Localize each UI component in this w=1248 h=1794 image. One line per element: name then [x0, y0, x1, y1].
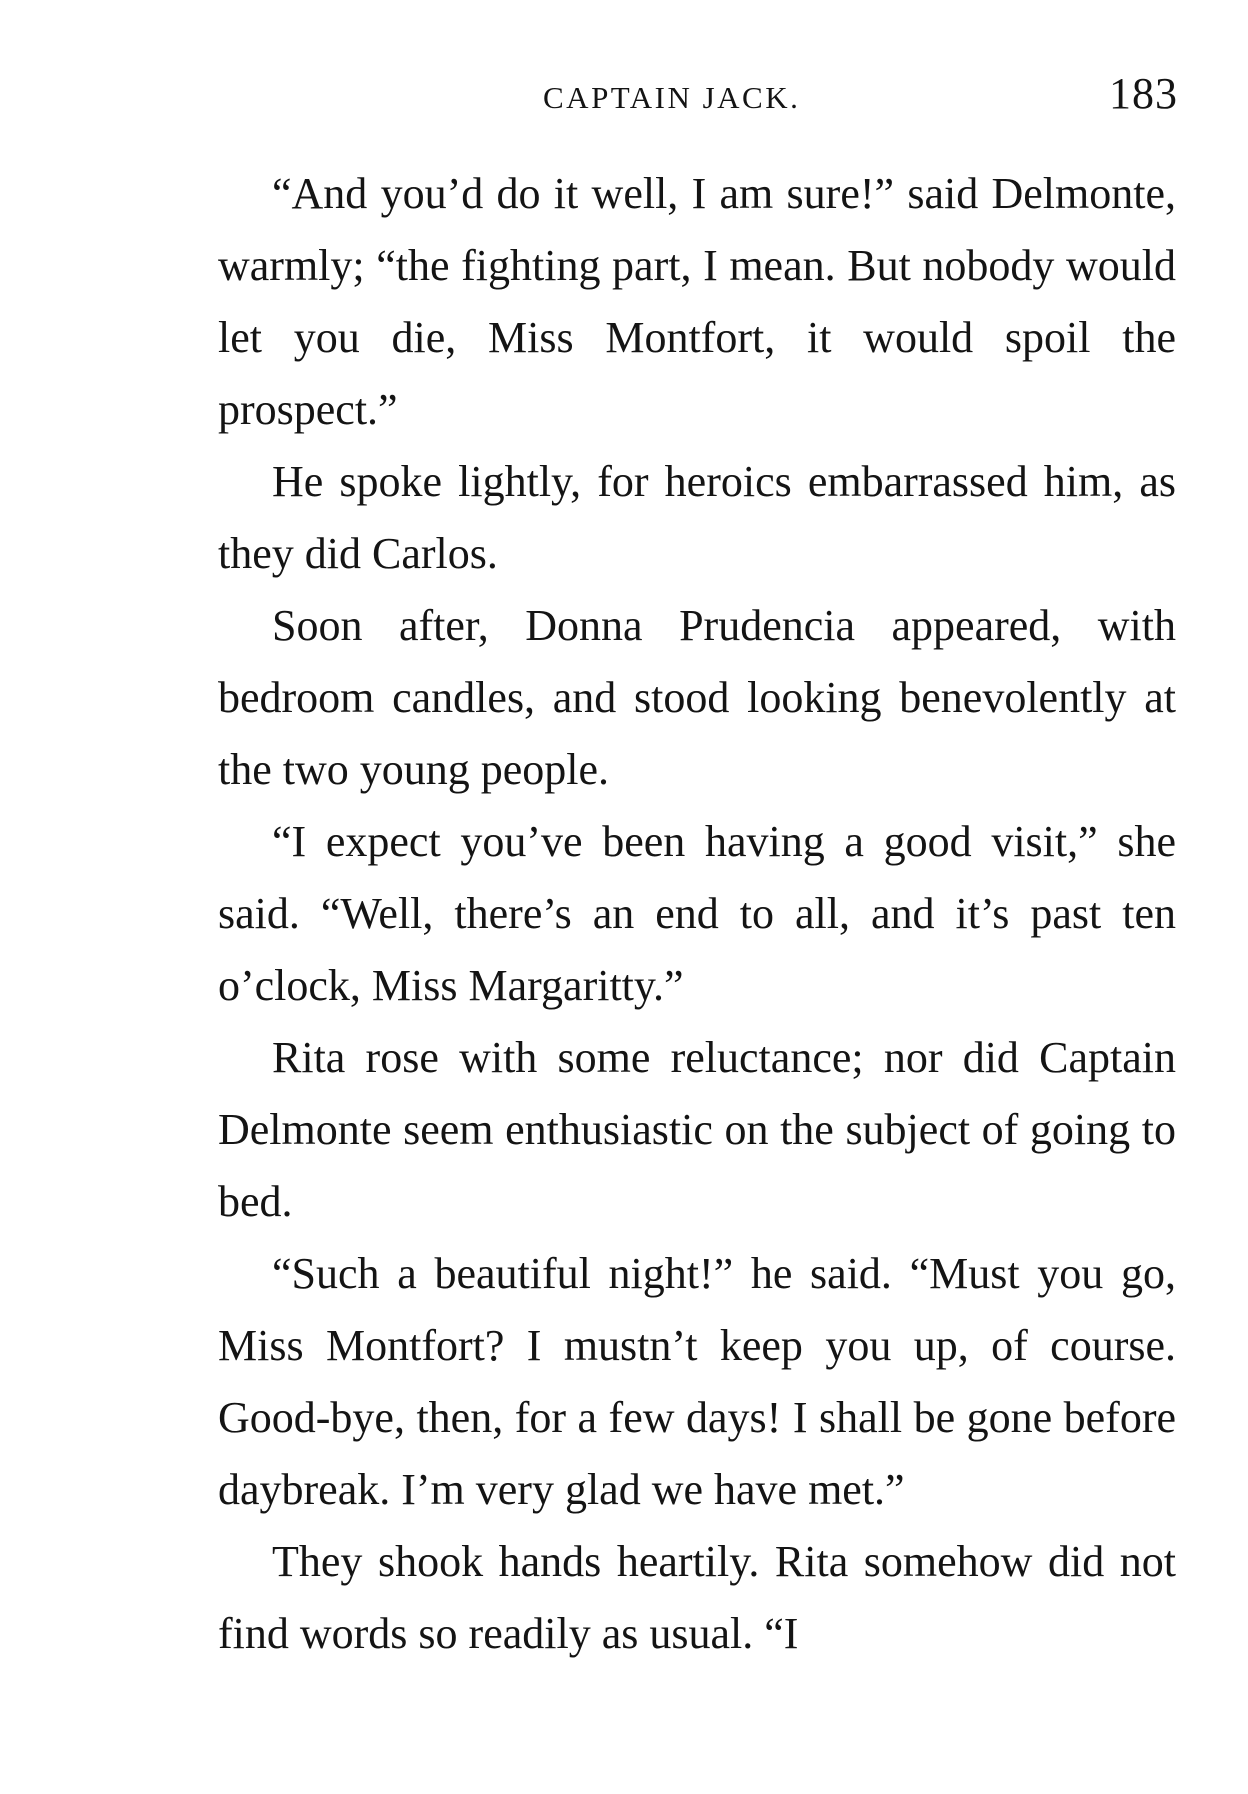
paragraph-4: “I expect you’ve been having a good visit,” she said. “Well, there’s an end to all, and it’s past ten o’clock, Miss Margaritty.” — [218, 817, 1176, 1010]
paragraph-2: He spoke lightly, for heroics embarrassed him, as they did Carlos. — [218, 457, 1176, 578]
paragraph-6: “Such a beautiful night!” he said. “Must you go, Miss Montfort? I mustn’t keep you up, of course. Good-bye, then, for a few days! I shall be gone before daybreak. I’m very glad we have met.” — [218, 1249, 1176, 1514]
paragraph-5: Rita rose with some reluctance; nor did Captain Delmonte seem enthusiastic on the subject of going to bed. — [218, 1033, 1176, 1226]
body-text — [218, 158, 1176, 1670]
paragraph-7: They shook hands heartily. Rita somehow did not find words so readily as usual. “I — [218, 1537, 1176, 1658]
running-title: CAPTAIN JACK. — [543, 80, 801, 115]
running-head — [218, 68, 1178, 124]
page-number: 183 — [1109, 69, 1178, 118]
paragraph-1: “And you’d do it well, I am sure!” said Delmonte, warmly; “the fighting part, I mean. But nobody would let you die, Miss Montfort, it would spoil the prospect.” — [218, 169, 1176, 434]
paragraph-3: Soon after, Donna Prudencia appeared, with bedroom candles, and stood looking benevolently at the two young people. — [218, 601, 1176, 794]
